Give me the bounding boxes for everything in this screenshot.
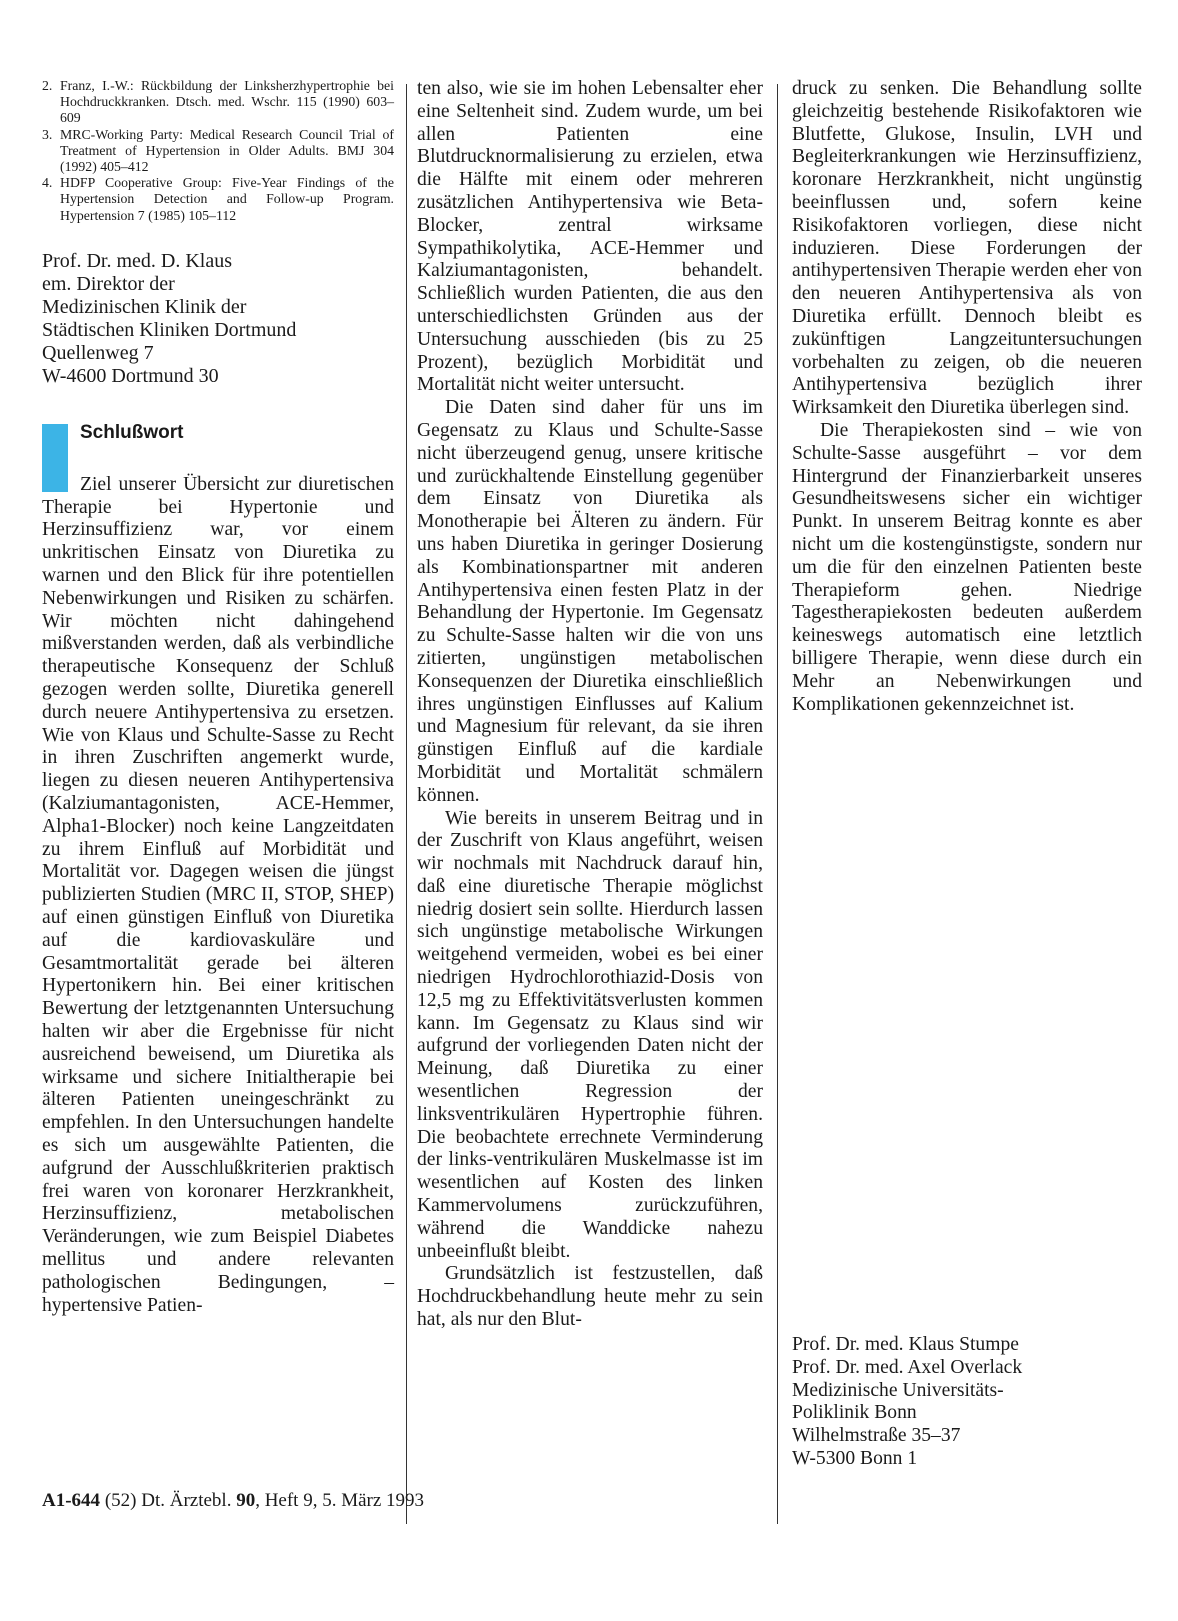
- column-rule-1: [406, 84, 407, 1524]
- blue-marker: [42, 424, 68, 492]
- paragraph: Die Therapiekosten sind – wie von Schulte-Sasse ausgeführt – vor dem Hintergrund der Finanzierbarkeit unseres Gesundheitswesens sicher ein wichtiger Punkt. In unserem Beitrag konnte es aber nicht um die kostengünstigste, sondern nur um die für den einzelnen Patienten beste Therapieform gehen. Niedrige Tagestherapiekosten bedeuten außerdem keineswegs automatisch eine letztlich billigere Therapie, wenn diese durch ein Mehr an Nebenwirkungen und Komplikationen gekennzeichnet ist.: [792, 419, 1142, 715]
- column-2: [417, 78, 763, 1332]
- column-3: [792, 78, 1142, 716]
- paragraph: Grundsätzlich ist festzustellen, daß Hochdruckbehandlung heute mehr zu sein hat, als nur den Blut-: [417, 1263, 763, 1331]
- column-1: [42, 78, 394, 1317]
- page-number: A1-644: [42, 1490, 101, 1511]
- author-address-klaus: Prof. Dr. med. D. Klaus em. Direktor der Medizinischen Klinik der Städtischen Kliniken Dortmund Quellenweg 7 W-4600 Dortmund 30: [42, 249, 297, 387]
- reference-item: 2. Franz, I.-W.: Rückbildung der Linksherzhypertrophie bei Hochdruckkranken. Dtsch. med. Wschr. 115 (1990) 603–609: [42, 78, 394, 126]
- paragraph: Wie bereits in unserem Beitrag und in der Zuschrift von Klaus angeführt, weisen wir nochmals mit Nachdruck darauf hin, daß eine diuretische Therapie möglichst niedrig dosiert sein sollte. Hierdurch lassen sich ungünstige metabolische Wirkungen weitgehend vermeiden, wobei es bei einer niedrigen Hydrochlorothiazid-Dosis von 12,5 mg zu Effektivitätsverlusten kommen kann. Im Gegensatz zu Klaus sind wir aufgrund der vorliegenden Daten nicht der Meinung, daß Diuretika zu einer wesentlichen Regression der linksventrikulären Hypertrophie führen. Die beobachtete errechnete Verminderung der links-ventrikulären Muskelmasse ist im wesentlichen auf Kosten des linken Kammervolumens zurückzuführen, während die Wanddicke nahezu unbeeinflußt bleibt.: [417, 807, 763, 1262]
- journal-name: Dt. Ärztebl.: [141, 1490, 232, 1511]
- page-footer: [42, 1490, 424, 1512]
- column-rule-2: [777, 84, 778, 1524]
- column-1-text: Ziel unserer Übersicht zur diuretischen Therapie bei Hypertonie und Herzinsuffizienz war, vor einem unkritischen Einsatz von Diuretika zu warnen und den Blick für ihre potentiellen Nebenwirkungen und Risiken zu schärfen. Wir möchten nicht dahingehend mißverstanden werden, daß als verbindliche therapeutische Konsequenz der Schluß gezogen werden sollte, Diuretika generell durch neuere Antihypertensiva zu ersetzen. Wie von Klaus und Schulte-Sasse zu Recht in ihren Zuschriften angemerkt wurde, liegen zu diesen neueren Antihypertensiva (Kalziumantagonisten, ACE-Hemmer, Alpha1-Blocker) noch keine Langzeitdaten zu ihrem Einfluß auf Morbidität und Mortalität vor. Dagegen weisen die jüngst publizierten Studien (MRC II, STOP, SHEP) auf einen günstigen Einfluß von Diuretika auf die kardiovaskuläre und Gesamtmortalität gerade bei älteren Hypertonikern hin. Bei einer kritischen Bewertung der letztgenannten Untersuchung halten wir aber die Ergebnisse für nicht ausreichend beweisend, um Diuretika als wirksame und sichere Initialtherapie bei älteren Patienten uneingeschränkt zu empfehlen. In den Untersuchungen handelte es sich um ausgewählte Patienten, die aufgrund der Ausschlußkriterien praktisch frei waren von koronarer Herzkrankheit, Herzinsuffizienz, metabolischen Veränderungen, wie zum Beispiel Diabetes mellitus und andere relevanten pathologischen Bedingungen, – hypertensive Patien-: [42, 473, 394, 1316]
- section-heading: Schlußwort: [80, 421, 184, 443]
- paragraph: Die Daten sind daher für uns im Gegensatz zu Klaus und Schulte-Sasse nicht überzeugend genug, unsere kritische und zurückhaltende Einstellung gegenüber dem Einsatz von Diuretika als Monotherapie bei Älteren zu ändern. Für uns haben Diuretika in geringer Dosierung als Kombinationspartner mit anderen Antihypertensiva einen festen Platz in der Behandlung der Hypertonie. Im Gegensatz zu Schulte-Sasse halten wir die von uns zitierten, ungünstigen metabolischen Konsequenzen der Diuretika einschließlich ihres ungünstigen Einflusses auf Kalium und Magnesium für relevant, da sie ihren günstigen Einfluß auf die kardiale Morbidität und Mortalität schmälern können.: [417, 397, 763, 806]
- section-heading-block: [42, 421, 394, 444]
- issue-date: , Heft 9, 5. März 1993: [255, 1490, 425, 1511]
- issue-number: (52): [104, 1490, 137, 1511]
- paragraph: druck zu senken. Die Behandlung sollte gleichzeitig bestehende Risikofaktoren wie Blutfette, Glukose, Insulin, LVH und Begleiterkrankungen wie Herzinsuffizienz, koronare Herzkrankheit, nicht ungünstig beeinflussen und, sofern keine Risikofaktoren vorliegen, diese nicht induzieren. Diese Forderungen der antihypertensiven Therapie werden eher von den neueren Antihypertensiva als von Diuretika erfüllt. Dennoch bleibt es zukünftigen Langzeituntersuchungen vorbehalten zu zeigen, ob die neueren Antihypertensiva bezüglich ihrer Wirksamkeit den Diuretika überlegen sind.: [792, 78, 1142, 419]
- author-address-stumpe: Prof. Dr. med. Klaus Stumpe Prof. Dr. med. Axel Overlack Medizinische Universitäts- Poliklinik Bonn Wilhelmstraße 35–37 W-5300 Bonn 1: [792, 1334, 1023, 1469]
- paragraph: ten also, wie sie im hohen Lebensalter eher eine Seltenheit sind. Zudem wurde, um bei allen Patienten eine Blutdrucknormalisierung zu erzielen, etwa die Hälfte mit einem oder mehreren zusätzlichen Antihypertensiva wie Beta-Blocker, zentral wirksame Sympathikolytika, ACE-Hemmer und Kalziumantagonisten, behandelt. Schließlich wurden Patienten, die aus den unterschiedlichsten Gründen aus der Untersuchung ausschieden (bis zu 25 Prozent), bezüglich Morbidität und Mortalität nicht weiter untersucht.: [417, 78, 763, 396]
- reference-item: 3. MRC-Working Party: Medical Research Council Trial of Treatment of Hypertension in Older Adults. BMJ 304 (1992) 405–412: [42, 126, 394, 175]
- volume-number: 90: [236, 1490, 256, 1511]
- reference-item: 4. HDFP Cooperative Group: Five-Year Findings of the Hypertension Detection and Follow-up Program. Hypertension 7 (1985) 105–112: [42, 175, 394, 223]
- reference-list: [42, 78, 394, 224]
